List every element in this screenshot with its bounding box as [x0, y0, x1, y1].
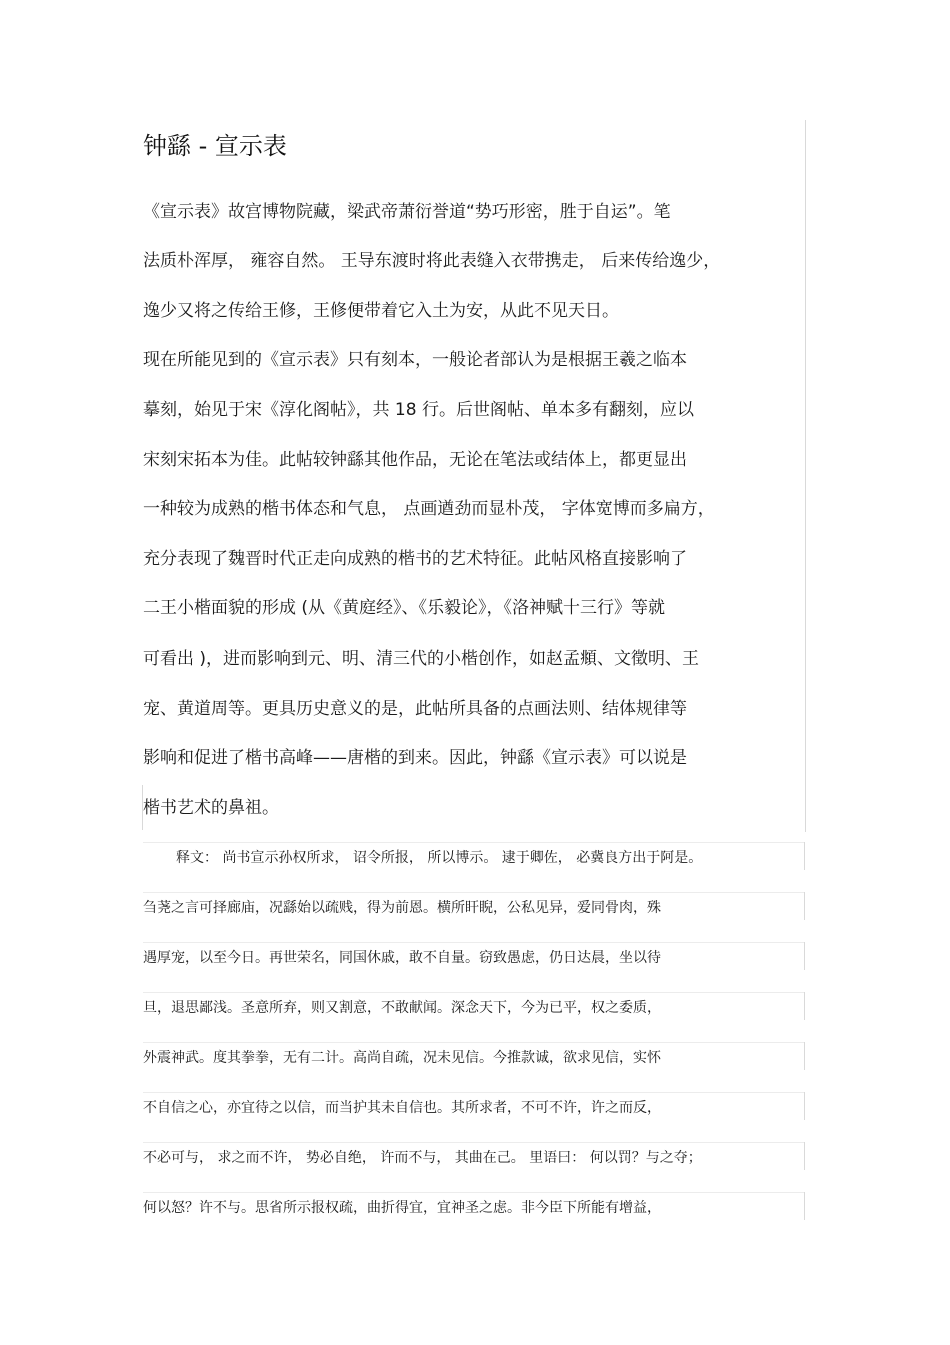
page-title: 钟繇 - 宣示表: [143, 132, 287, 160]
translation-line: 外震神武。度其拳拳，无有二计。高尚自疏，况未见信。今推款诚，欲求见信，实怀: [143, 1050, 661, 1066]
body-line: 影响和促进了楷书高峰——唐楷的到来。因此，钟繇《宣示表》可以说是: [143, 748, 687, 768]
body-line: 楷书艺术的鼻祖。: [143, 798, 279, 818]
body-line: 现在所能见到的《宣示表》只有刻本，一般论者部认为是根据王羲之临本: [143, 350, 687, 370]
translation-line: 刍荛之言可择廊庙，况繇始以疏贱，得为前恩。横所盰睨，公私见异，爱同骨肉，殊: [143, 900, 661, 916]
body-line: 二王小楷面貌的形成 (从《黄庭经》、《乐毅论》，《洛神赋十三行》等就: [143, 598, 666, 618]
translation-line: 何以怒？许不与。思省所示报权疏，曲折得宜，宜神圣之虑。非今臣下所能有增益，: [143, 1200, 661, 1216]
body-line: 充分表现了魏晋时代正走向成熟的楷书的艺术特征。此帖风格直接影响了: [143, 549, 687, 569]
row-divider: [143, 1142, 805, 1143]
row-divider: [143, 942, 805, 943]
row-divider-edge: [804, 1042, 805, 1070]
row-divider-edge: [804, 1092, 805, 1120]
row-divider: [143, 892, 805, 893]
row-divider-edge: [804, 992, 805, 1020]
translation-line: 不必可与， 求之而不许， 势必自绝， 许而不与， 其曲在己。 里语曰： 何以罚？与之夺；: [143, 1150, 702, 1166]
row-divider: [143, 1092, 805, 1093]
body-line: 逸少又将之传给王修，王修便带着它入土为安，从此不见天日。: [143, 301, 619, 321]
body-line: 《宣示表》故宫博物院藏，梁武帝萧衍誉道“势巧形密，胜于自运”。笔: [143, 202, 671, 222]
row-divider: [143, 1192, 805, 1193]
row-divider: [143, 1042, 805, 1043]
row-divider: [143, 842, 805, 843]
body-line: 宋刻宋拓本为佳。此帖较钟繇其他作品，无论在笔法或结体上，都更显出: [143, 450, 687, 470]
row-divider-edge: [804, 942, 805, 970]
row-divider-edge: [804, 1142, 805, 1170]
translation-line: 不自信之心，亦宜待之以信，而当护其未自信也。其所求者，不可不许，许之而反，: [143, 1100, 661, 1116]
row-divider-edge: [804, 892, 805, 920]
body-line: 法质朴浑厚， 雍容自然。 王导东渡时将此表缝入衣带携走， 后来传给逸少，: [143, 251, 721, 271]
translation-line: 遇厚宠，以至今日。再世荣名，同国休戚，敢不自量。窃致愚虑，仍日达晨，坐以待: [143, 950, 661, 966]
row-divider-edge: [804, 1192, 805, 1220]
body-line: 可看出 )，进而影响到元、明、清三代的小楷创作，如赵孟頫、文徵明、王: [143, 649, 700, 669]
translation-line: 旦，退思鄙浅。圣意所弃，则又割意，不敢献闻。深念天下，今为已平，权之委质，: [143, 1000, 661, 1016]
row-divider-edge: [804, 842, 805, 870]
body-line: 摹刻，始见于宋《淳化阁帖》，共 18 行。后世阁帖、单本多有翻刻，应以: [143, 400, 694, 420]
right-margin-rule: [805, 120, 806, 832]
body-line: 宠、黄道周等。更具历史意义的是，此帖所具备的点画法则、结体规律等: [143, 699, 687, 719]
body-line: 一种较为成熟的楷书体态和气息， 点画遒劲而显朴茂， 字体宽博而多扁方，: [143, 499, 715, 519]
row-divider: [143, 992, 805, 993]
translation-line: 释文： 尚书宣示孙权所求， 诏令所报， 所以博示。 逮于卿佐， 必冀良方出于阿是。: [176, 850, 703, 866]
